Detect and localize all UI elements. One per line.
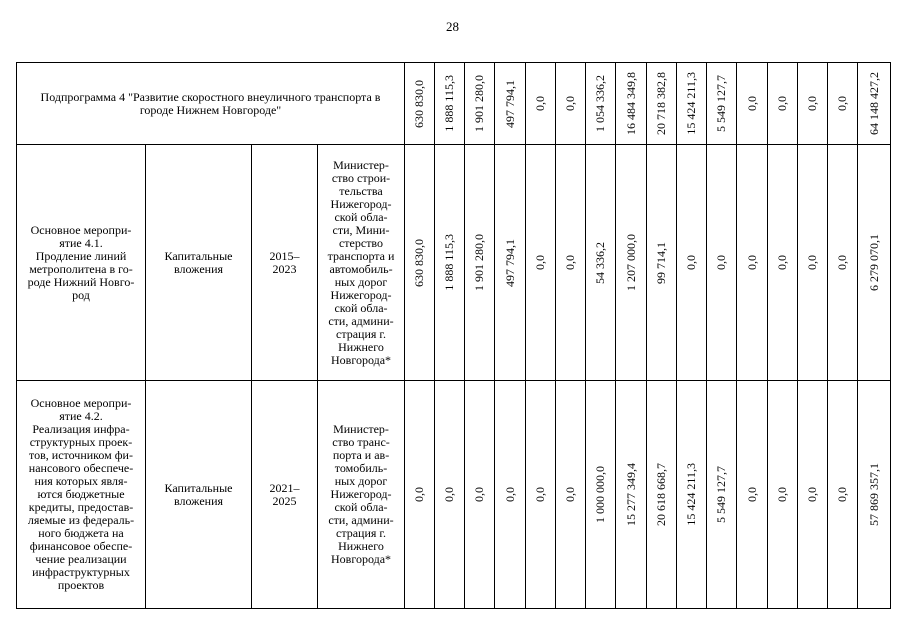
value-cell-12 [737,381,768,609]
value-text: 0,0 [744,487,759,502]
value-cell-3 [465,63,495,145]
value-text: 99 714,1 [654,241,669,284]
value-text: 5 549 127,7 [714,75,729,132]
executor: Министер- ство транс- порта и ав- томобиль- ных дорог Нижегород- ской обла- сти, админи- страция г. Нижнего Новгорода* [318,381,405,609]
value-text: 20 718 382,8 [654,72,669,135]
value-text: 497 794,1 [502,79,517,128]
value-text: 1 901 280,0 [472,234,487,291]
value-text: 1 901 280,0 [472,75,487,132]
measure-row [17,145,891,381]
value-cell-4 [495,145,526,381]
value-text: 15 424 211,3 [684,463,699,526]
value-cell-1 [405,145,435,381]
value-cell-2 [435,381,465,609]
page-number: 28 [446,19,459,34]
value-cell-1 [405,381,435,609]
value-cell-6 [556,145,586,381]
value-text: 497 794,1 [502,238,517,287]
budget-table [16,62,891,609]
executor: Министер- ство строи- тельства Нижегород- ской обла- сти, Мини- стерство транспорта и автомобиль- ных дорог Нижегород- ской обла- сти, админи- страция г. Нижнего Новгорода* [318,145,405,381]
value-cell-13 [768,145,798,381]
value-text: 0,0 [775,96,790,111]
value-text: 54 336,2 [593,241,608,284]
value-text: 630 830,0 [412,79,427,128]
value-text: 0,0 [472,487,487,502]
value-cell-12 [737,145,768,381]
period: 2015– 2023 [252,145,318,381]
value-text: 0,0 [744,96,759,111]
value-cell-9 [647,63,677,145]
value-text: 0,0 [835,96,850,111]
value-cell-14 [798,145,828,381]
value-cell-5 [526,63,556,145]
value-text: 0,0 [835,487,850,502]
value-cell-15 [828,381,858,609]
value-text: 0,0 [684,255,699,270]
value-cell-2 [435,63,465,145]
value-text: 64 148 427,2 [866,72,881,135]
value-cell-6 [556,381,586,609]
value-cell-16 [858,381,891,609]
value-cell-11 [707,381,737,609]
value-cell-10 [677,381,707,609]
value-text: 1 888 115,3 [442,75,457,132]
value-cell-16 [858,63,891,145]
value-text: 1 000 000,0 [593,466,608,523]
value-text: 0,0 [502,487,517,502]
value-text: 15 424 211,3 [684,72,699,135]
measure-row [17,381,891,609]
value-text: 0,0 [563,487,578,502]
value-cell-8 [616,145,647,381]
value-cell-6 [556,63,586,145]
value-cell-3 [465,145,495,381]
value-cell-15 [828,145,858,381]
value-text: 20 618 668,7 [654,463,669,526]
value-text: 15 277 349,4 [623,463,638,526]
value-text: 0,0 [533,255,548,270]
value-text: 0,0 [805,255,820,270]
value-cell-9 [647,145,677,381]
value-cell-11 [707,145,737,381]
value-cell-8 [616,63,647,145]
value-text: 5 549 127,7 [714,466,729,523]
value-text: 0,0 [805,96,820,111]
value-text: 0,0 [775,255,790,270]
value-text: 6 279 070,1 [866,234,881,291]
value-text: 16 484 349,8 [623,72,638,135]
value-cell-12 [737,63,768,145]
value-cell-4 [495,381,526,609]
value-text: 0,0 [412,487,427,502]
value-cell-10 [677,63,707,145]
measure-name: Основное меропри- ятие 4.2. Реализация инфра- структурных проек- тов, источником фи- нансового обеспече- ния которых явля- ются бюджетные кредиты, предостав- ляемые из федераль- ного бюджета на финансовое обеспе- чение реализации инфраструктурных проектов [17,381,146,609]
value-text: 57 869 357,1 [866,463,881,526]
value-cell-11 [707,63,737,145]
expense-type: Капитальные вложения [146,381,252,609]
value-cell-7 [586,381,616,609]
period: 2021– 2025 [252,381,318,609]
value-text: 0,0 [744,255,759,270]
value-text: 0,0 [533,96,548,111]
subprogram-title: Подпрограмма 4 "Развитие скоростного внеуличного транспорта в городе Нижнем Новгороде" [17,63,405,145]
value-text: 0,0 [775,487,790,502]
subprogram-row [17,63,891,145]
value-cell-1 [405,63,435,145]
value-text: 1 054 336,2 [593,75,608,132]
value-cell-7 [586,145,616,381]
value-text: 0,0 [563,96,578,111]
value-text: 0,0 [442,487,457,502]
value-cell-2 [435,145,465,381]
value-cell-9 [647,381,677,609]
value-cell-5 [526,381,556,609]
value-text: 0,0 [714,255,729,270]
value-cell-16 [858,145,891,381]
value-cell-5 [526,145,556,381]
value-cell-14 [798,381,828,609]
value-text: 630 830,0 [412,238,427,287]
expense-type: Капитальные вложения [146,145,252,381]
value-cell-7 [586,63,616,145]
value-text: 1 888 115,3 [442,234,457,291]
value-cell-3 [465,381,495,609]
value-cell-13 [768,381,798,609]
measure-name: Основное меропри- ятие 4.1. Продление линий метрополитена в го- роде Нижний Новго- род [17,145,146,381]
value-text: 0,0 [835,255,850,270]
value-cell-15 [828,63,858,145]
value-text: 0,0 [533,487,548,502]
value-text: 0,0 [805,487,820,502]
value-text: 1 207 000,0 [623,234,638,291]
value-cell-10 [677,145,707,381]
value-text: 0,0 [563,255,578,270]
value-cell-14 [798,63,828,145]
value-cell-13 [768,63,798,145]
value-cell-4 [495,63,526,145]
value-cell-8 [616,381,647,609]
